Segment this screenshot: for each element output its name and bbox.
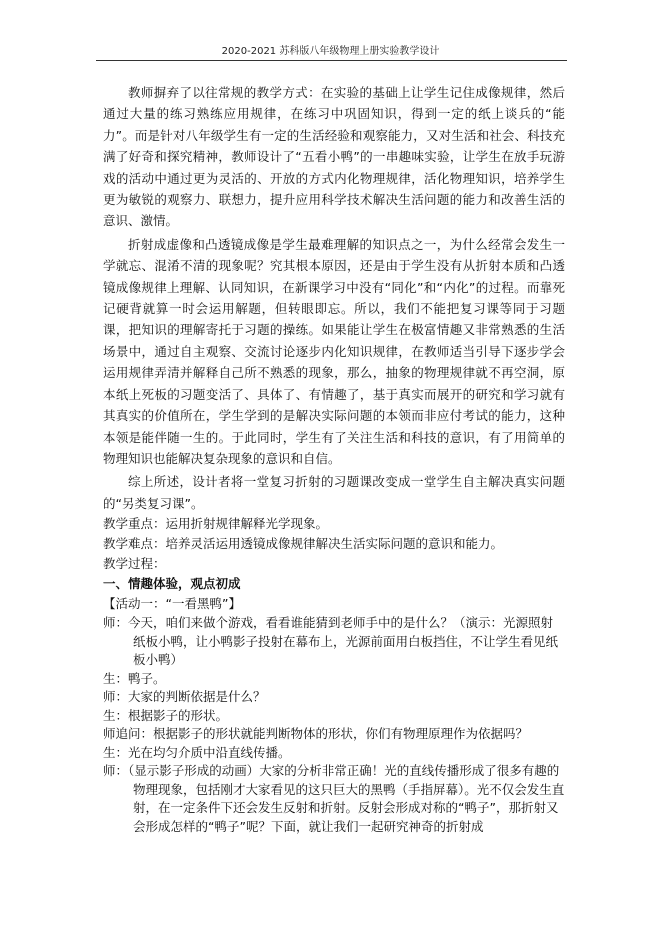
paragraph-3: 综上所述，设计者将一堂复习折射的习题课改变成一堂学生自主解决真实问题的“另类复习课”。	[103, 474, 565, 511]
paragraph-1: 教师摒弃了以往常规的教学方式：在实验的基础上让学生记住成像规律，然后通过大量的练习熟练应用规律，在练习中巩固知识，得到一定的纸上谈兵的“能力”。而是针对八年级学生有一定的生活经验和观察能力，又对生活和社会、科技充满了好奇和探究精神，教师设计了“五看小鸭”的一串趣味实验，让学生在放手玩游戏的活动中通过更为灵活的、开放的方式内化物理规律，活化物理知识，培养学生更为敏锐的观察力、联想力，提升应用科学技术解决生活问题的能力和改善生活的意识、激情。	[103, 85, 565, 229]
paragraph-2: 折射成虚像和凸透镜成像是学生最难理解的知识点之一，为什么经常会发生一学就忘、混淆不清的现象呢？究其根本原因，还是由于学生没有从折射本质和凸透镜成像规律上理解、认同知识，在新课学习中没有“同化”和“内化”的过程。而靠死记硬背就算一时会运用解题，但转眼即忘。所以，我们不能把复习课等同于习题课，把知识的理解寄托于习题的操练。如果能让学生在极富情趣又非常熟悉的生活场景中，通过自主观察、交流讨论逐步内化知识规律，在教师适当引导下逐步学会运用规律弄清并解释自己所不熟悉的现象，那么，抽象的物理规律就不再空洞，原本纸上死板的习题变活了、具体了、有情趣了，基于真实而展开的研究和学习就有其真实的价值所在，学生学到的是解决实际问题的本领而非应付考试的能力，这种本领是能伴随一生的。于此同时，学生有了关注生活和科技的意识，有了用简单的物理知识也能解决复杂现象的意识和自信。	[103, 236, 565, 466]
dialogue-line: 生：光在均匀介质中沿直线传播。	[103, 744, 291, 760]
dialogue-line: 师追问：根据影子的形状就能判断物体的形状，你们有物理原理作为依据吗？	[103, 726, 529, 742]
dialogue-line: 师：（显示影子形成的动画）大家的分析非常正确！光的直线传播形成了很多有趣的物理现象，包括刚才大家看见的这只巨大的黑鸭（手指屏幕）。光不仅会发生直射，在一定条件下还会发生反射和折射。反射会形成对称的“鸭子”，那折射又会形成怎样的“鸭子”呢？下面，就让我们一起研究神奇的折射成	[103, 763, 565, 834]
teaching-process-label: 教学过程：	[103, 556, 166, 572]
activity-title: 【活动一：“一看黑鸭”】	[103, 596, 241, 612]
teaching-key-point: 教学重点：运用折射规律解释光学现象。	[103, 516, 329, 532]
header-rule	[96, 60, 567, 61]
dialogue-line: 师：大家的判断依据是什么？	[103, 689, 266, 705]
dialogue-line: 师：今天，咱们来做个游戏，看看谁能猜到老师手中的是什么？（演示：光源照射纸板小鸭，让小鸭影子投射在幕布上，光源前面用白板挡住，不让学生看见纸板小鸭）	[103, 615, 559, 668]
section-title: 一、情趣体验，观点初成	[103, 576, 241, 592]
dialogue-line: 生：根据影子的形状。	[103, 707, 229, 723]
teaching-difficulty: 教学难点：培养灵活运用透镜成像规律解决生活实际问题的意识和能力。	[103, 536, 504, 552]
page-header: 2020-2021 苏科版八年级物理上册实验教学设计	[221, 46, 440, 57]
document-body	[103, 82, 565, 836]
dialogue-line: 生：鸭子。	[103, 670, 166, 686]
